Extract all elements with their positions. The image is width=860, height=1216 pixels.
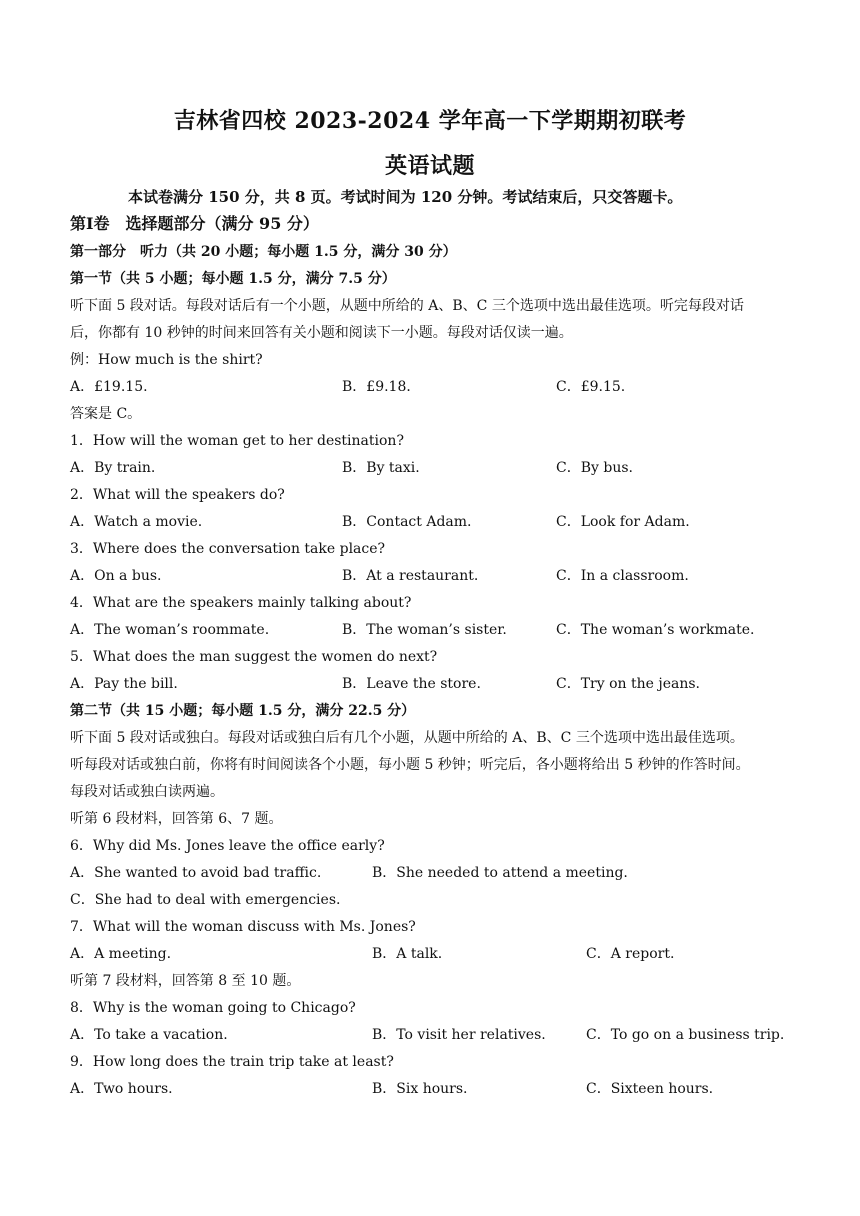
exam-subtitle: 英语试题 xyxy=(384,153,475,179)
option-b: B．To visit her relatives. xyxy=(372,1027,546,1043)
option-a: A．Two hours. xyxy=(70,1081,173,1097)
question-text: 6．Why did Ms. Jones leave the office early? xyxy=(70,838,385,854)
question-text: 8．Why is the woman going to Chicago? xyxy=(70,1000,356,1016)
section1-heading: 第一节（共 5 小题；每小题 1.5 分，满分 7.5 分） xyxy=(70,271,396,287)
section1-instruction-line: 后，你都有 10 秒钟的时间来回答有关小题和阅读下一小题。每段对话仅读一遍。 xyxy=(70,325,573,341)
section2-instruction-line: 听下面 5 段对话或独白。每段对话或独白后有几个小题，从题中所给的 A、B、C 三个选项中选出最佳选项。 xyxy=(70,730,744,746)
option-a: A．Pay the bill. xyxy=(70,676,178,692)
section2-instruction-line: 每段对话或独白读两遍。 xyxy=(70,784,224,800)
section2-heading: 第二节（共 15 小题；每小题 1.5 分，满分 22.5 分） xyxy=(70,703,416,719)
volume-heading: 第Ⅰ卷 选择题部分（满分 95 分） xyxy=(70,214,319,233)
option-a: A．On a bus. xyxy=(70,568,162,584)
option-a: A．By train. xyxy=(70,460,156,476)
option-c: C．To go on a business trip. xyxy=(586,1027,785,1043)
option-b: B．She needed to attend a meeting. xyxy=(372,865,628,881)
option-c: C．Try on the jeans. xyxy=(556,676,700,692)
option-b: B．A talk. xyxy=(372,946,443,962)
option-c: C．The woman’s workmate. xyxy=(556,622,755,638)
question-text: 2．What will the speakers do? xyxy=(70,487,285,503)
material-note: 听第 6 段材料，回答第 6、7 题。 xyxy=(70,811,283,827)
question-text: 5．What does the man suggest the women do next? xyxy=(70,649,438,665)
exam-intro: 本试卷满分 150 分，共 8 页。考试时间为 120 分钟。考试结束后，只交答题卡。 xyxy=(128,188,683,206)
part1-heading: 第一部分 听力（共 20 小题；每小题 1.5 分，满分 30 分） xyxy=(70,244,457,260)
question-text: 7．What will the woman discuss with Ms. Jones? xyxy=(70,919,416,935)
example-question: 例：How much is the shirt? xyxy=(70,352,263,368)
option-b: B．By taxi. xyxy=(342,460,420,476)
option-b: B．Contact Adam. xyxy=(342,514,472,530)
option-b: B．Six hours. xyxy=(372,1081,468,1097)
option-c: C．Look for Adam. xyxy=(556,514,690,530)
option-a: A．A meeting. xyxy=(70,946,172,962)
option-c: C．She had to deal with emergencies. xyxy=(70,892,341,908)
option-a: A．She wanted to avoid bad traffic. xyxy=(70,865,322,881)
option-c: C．By bus. xyxy=(556,460,633,476)
option-b: B．The woman’s sister. xyxy=(342,622,507,638)
question-text: 3．Where does the conversation take place? xyxy=(70,541,386,557)
option-a: A．To take a vacation. xyxy=(70,1027,228,1043)
exam-title: 吉林省四校 2023-2024 学年高一下学期期初联考 xyxy=(173,108,687,134)
option-b: B．Leave the store. xyxy=(342,676,481,692)
material-note: 听第 7 段材料，回答第 8 至 10 题。 xyxy=(70,973,301,989)
section1-instruction-line: 听下面 5 段对话。每段对话后有一个小题，从题中所给的 A、B、C 三个选项中选出最佳选项。听完每段对话 xyxy=(70,298,744,314)
option-b: B．£9.18． xyxy=(342,379,421,395)
option-c: C．Sixteen hours. xyxy=(586,1081,714,1097)
option-b: B．At a restaurant. xyxy=(342,568,479,584)
option-a: A．£19.15. xyxy=(70,379,148,395)
question-text: 4．What are the speakers mainly talking about? xyxy=(70,595,412,611)
option-c: C．£9.15. xyxy=(556,379,626,395)
section2-instruction-line: 听每段对话或独白前，你将有时间阅读各个小题，每小题 5 秒钟；听完后，各小题将给出 5 秒钟的作答时间。 xyxy=(70,757,750,773)
question-text: 9．How long does the train trip take at least? xyxy=(70,1054,394,1070)
option-c: C．A report. xyxy=(586,946,675,962)
option-c: C．In a classroom. xyxy=(556,568,689,584)
example-answer: 答案是 C。 xyxy=(70,406,142,422)
option-a: A．The woman’s roommate. xyxy=(70,622,270,638)
question-text: 1．How will the woman get to her destination? xyxy=(70,433,404,449)
option-a: A．Watch a movie. xyxy=(70,514,203,530)
